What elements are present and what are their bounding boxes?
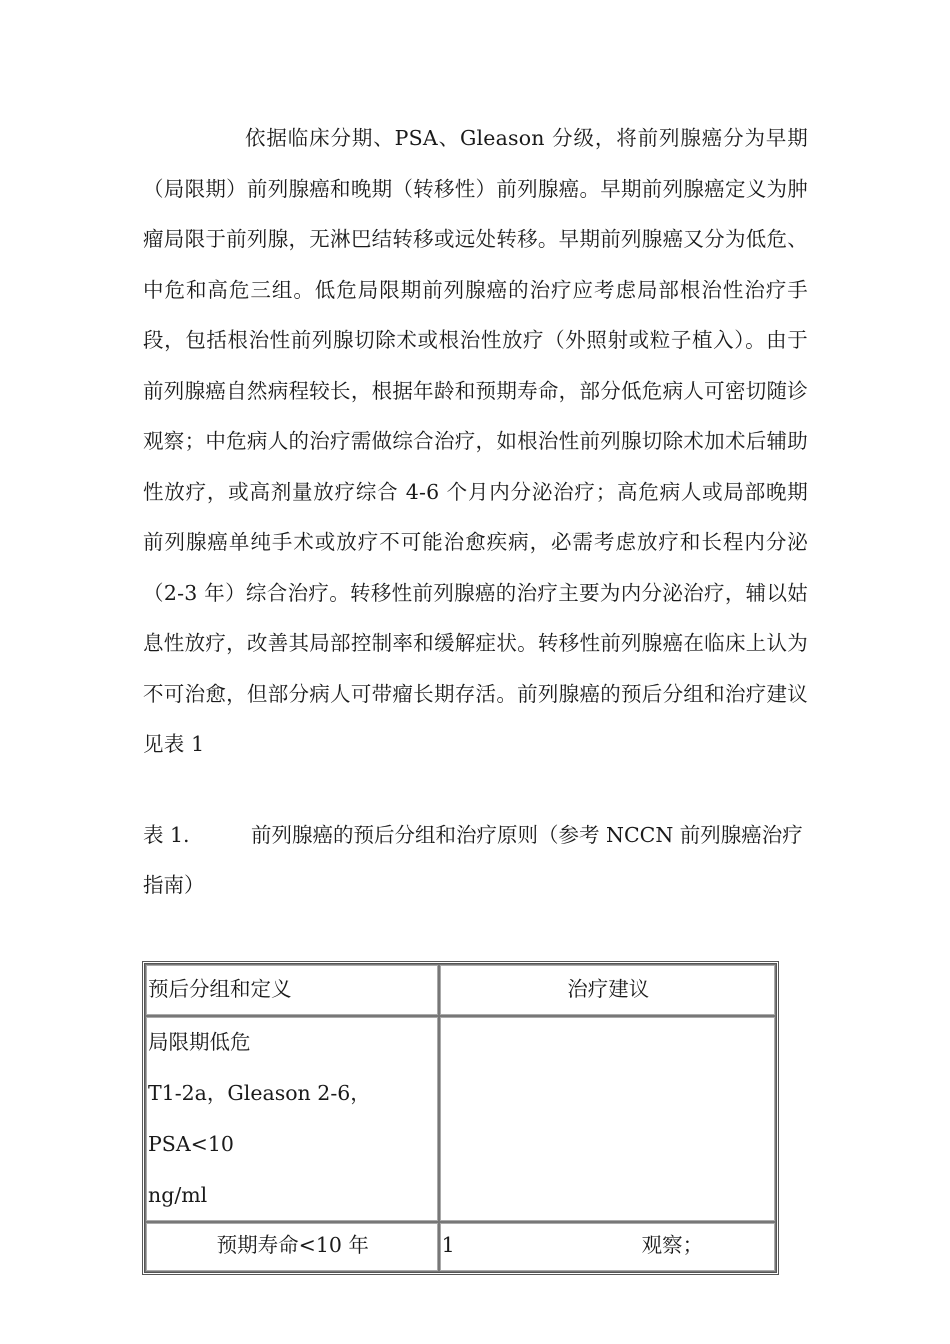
treatment-cell-empty (439, 1016, 776, 1222)
table-caption (143, 810, 808, 910)
table-number: 表 1. (143, 823, 190, 847)
group-definition-cell (145, 1016, 439, 1222)
group-label: 局限期低危 (148, 1030, 251, 1054)
item-number: 1 (441, 1233, 455, 1257)
prognosis-table (142, 961, 779, 1275)
table-row (145, 1016, 776, 1222)
treatment-cell (439, 1222, 776, 1272)
table-row (145, 1222, 776, 1272)
header-cell-group: 预后分组和定义 (145, 964, 439, 1016)
body-paragraph: 依据临床分期、PSA、Gleason 分级，将前列腺癌分为早期（局限期）前列腺癌和晚期（转移性）前列腺癌。早期前列腺癌定义为肿瘤局限于前列腺，无淋巴结转移或远处转移。早期前列腺癌又分为低危、中危和高危三组。低危局限期前列腺癌的治疗应考虑局部根治性治疗手段，包括根治性前列腺切除术或根治性放疗（外照射或粒子植入）。由于前列腺癌自然病程较长，根据年龄和预期寿命，部分低危病人可密切随诊观察；中危病人的治疗需做综合治疗，如根治性前列腺切除术加术后辅助性放疗，或高剂量放疗综合 4-6 个月内分泌治疗；高危病人或局部晚期前列腺癌单纯手术或放疗不可能治愈疾病，必需考虑放疗和长程内分泌（2-3 年）综合治疗。转移性前列腺癌的治疗主要为内分泌治疗，辅以姑息性放疗，改善其局部控制率和缓解症状。转移性前列腺癌在临床上认为不可治愈，但部分病人可带瘤长期存活。前列腺癌的预后分组和治疗建议见表 1 (143, 126, 808, 756)
group-criteria: T1-2a，Gleason 2-6，PSA<10 (148, 1081, 371, 1156)
sub-condition-cell: 预期寿命<10 年 (145, 1222, 439, 1272)
table-header-row (145, 964, 776, 1016)
group-criteria-unit: ng/ml (148, 1183, 208, 1207)
item-text: 观察； (641, 1233, 704, 1257)
header-cell-treatment: 治疗建议 (439, 964, 776, 1016)
table-title: 前列腺癌的预后分组和治疗原则（参考 NCCN 前列腺癌治疗指南） (143, 823, 803, 897)
